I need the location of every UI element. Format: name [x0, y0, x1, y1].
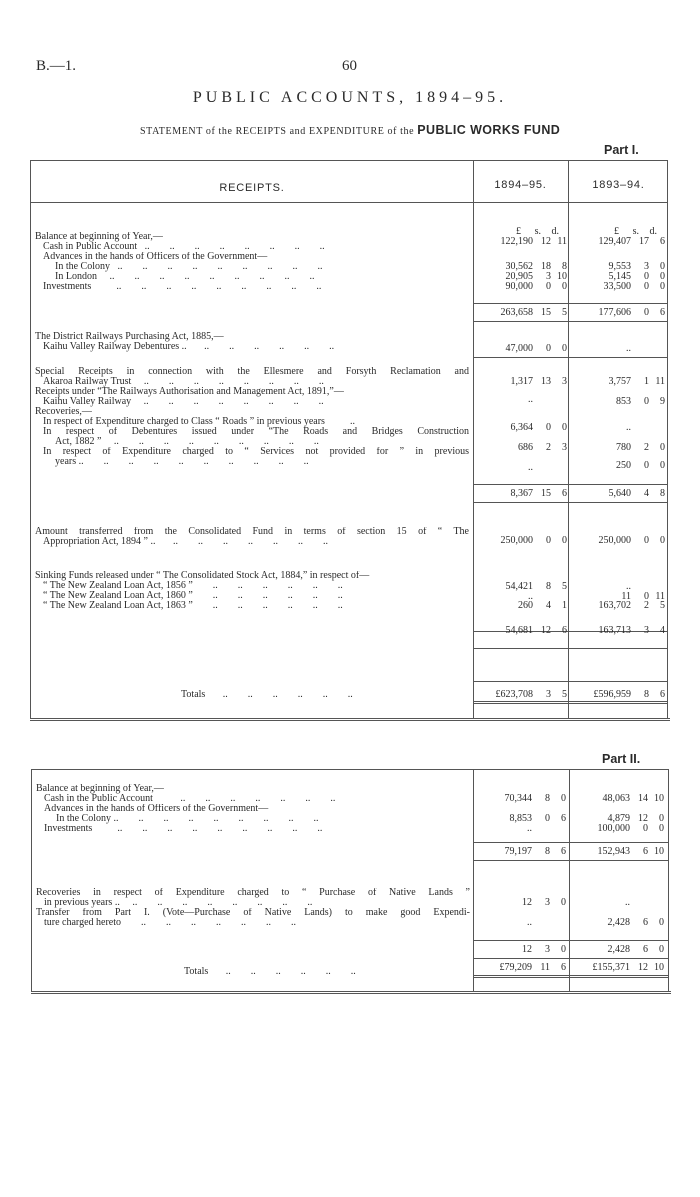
amount-y2: [583, 626, 665, 636]
line-loan-act-1860: “ The New Zealand Loan Act, 1860 ” .. .. .. .. .. ..: [43, 591, 343, 601]
amount-y2: [583, 443, 665, 453]
amount-y1: [485, 626, 567, 636]
amount-pence: 11: [557, 236, 567, 247]
amount-y2: [583, 282, 665, 292]
subtotal-rule: [473, 484, 667, 485]
amount-pence: 0: [562, 422, 567, 433]
amount-pounds: 30,562: [505, 261, 533, 272]
amount-shillings: 0: [644, 396, 649, 407]
amount-y1: [485, 463, 567, 473]
amount-pounds: ..: [626, 581, 631, 592]
amount-shillings: 0: [546, 422, 551, 433]
amount-pence: 8: [562, 261, 567, 272]
amount-pounds: 12: [522, 897, 532, 908]
amount-pounds: 250,000: [598, 535, 631, 546]
amount-pounds: £79,209: [499, 962, 532, 973]
amount-pounds: 20,905: [505, 271, 533, 282]
line-recoveries-debentures: In respect of Debentures issued under “The Roads and Bridges Construction: [43, 427, 469, 437]
units-1893-94: £ s. d.: [614, 226, 657, 237]
amount-pence: 0: [561, 944, 566, 955]
amount-pounds: 250,000: [500, 535, 533, 546]
amount-shillings: 11: [540, 962, 550, 973]
amount-pence: 6: [561, 813, 566, 824]
amount-shillings: 8: [644, 689, 649, 700]
amount-shillings: 18: [541, 261, 551, 272]
amount-shillings: 12: [541, 625, 551, 636]
line-totals: Totals .. .. .. .. .. ..: [184, 967, 356, 977]
amount-y1: [485, 308, 567, 318]
statement-subtitle: [140, 123, 560, 137]
amount-shillings: 6: [643, 944, 648, 955]
part-1-bottom-rule: [30, 718, 670, 721]
amount-shillings: 0: [546, 343, 551, 354]
line-kaihu-debentures: Kaihu Valley Railway Debentures .. .. .. .. .. .. ..: [43, 342, 335, 352]
amount-pounds: 6,364: [510, 422, 533, 433]
amount-y2: [583, 601, 665, 611]
amount-pounds: £596,959: [593, 689, 631, 700]
line-recoveries-services: In respect of Expenditure charged to “ Services not provided for ” in previous: [43, 447, 469, 457]
amount-pounds: 163,702: [598, 600, 631, 611]
amount-shillings: 2: [546, 442, 551, 453]
amount-y2: [583, 237, 665, 247]
amount-shillings: 3: [545, 944, 550, 955]
amount-y2: [582, 824, 664, 834]
totals-double-rule: [473, 701, 667, 704]
amount-shillings: 8: [546, 581, 551, 592]
column-divider: [473, 161, 474, 718]
line-balance: Balance at beginning of Year,—: [36, 784, 164, 794]
amount-shillings: 8: [545, 846, 550, 857]
amount-y1: [485, 282, 567, 292]
amount-pounds: £623,708: [495, 689, 533, 700]
amount-pounds: ..: [626, 343, 631, 354]
amount-pence: 6: [660, 307, 665, 318]
amount-y1: [485, 395, 567, 405]
amount-pounds: 48,063: [602, 793, 630, 804]
amount-y1: [484, 847, 566, 857]
amount-shillings: 3: [545, 897, 550, 908]
amount-y1: [484, 794, 566, 804]
amount-shillings: 6: [643, 846, 648, 857]
amount-shillings: 4: [644, 488, 649, 499]
amount-shillings: 17: [639, 236, 649, 247]
amount-shillings: 0: [546, 535, 551, 546]
amount-pounds: 12: [522, 944, 532, 955]
line-loan-act-1863: “ The New Zealand Loan Act, 1863 ” .. .. .. .. .. ..: [43, 601, 343, 611]
amount-y1: [485, 582, 567, 592]
amount-pounds: 686: [518, 442, 533, 453]
amount-pounds: ..: [625, 897, 630, 908]
amount-pounds: 5,640: [608, 488, 631, 499]
amount-pence: 5: [562, 307, 567, 318]
amount-pence: 10: [654, 846, 664, 857]
amount-pence: 0: [562, 281, 567, 292]
amount-pence: 0: [659, 813, 664, 824]
line-appropriation-act: Appropriation Act, 1894 ” .. .. .. .. .. .. .. ..: [43, 537, 328, 547]
amount-y2: [583, 377, 665, 387]
amount-shillings: 14: [638, 793, 648, 804]
totals-rule: [473, 681, 667, 682]
amount-pounds: 79,197: [504, 846, 532, 857]
amount-shillings: 15: [541, 307, 551, 318]
amount-pounds: 129,407: [598, 236, 631, 247]
amount-shillings: 3: [546, 689, 551, 700]
amount-shillings: 2: [644, 442, 649, 453]
amount-y2: [583, 397, 665, 407]
totals-double-rule: [473, 975, 668, 978]
part-2-bottom-rule: [31, 991, 671, 994]
amount-pence: 10: [654, 793, 664, 804]
amount-pence: 6: [660, 236, 665, 247]
amount-y2: [583, 536, 665, 546]
amount-y2: [582, 847, 664, 857]
amount-pounds: ..: [528, 394, 533, 405]
amount-y1: [485, 601, 567, 611]
amount-y1: [484, 963, 566, 973]
amount-pence: 9: [660, 396, 665, 407]
amount-pounds: ..: [527, 823, 532, 834]
subtotal-rule: [473, 860, 668, 861]
amount-pence: 4: [660, 625, 665, 636]
amount-pounds: 250: [616, 460, 631, 471]
amount-pence: 0: [659, 944, 664, 955]
amount-shillings: 0: [546, 281, 551, 292]
amount-y2: [582, 963, 664, 973]
line-advances: Advances in the hands of Officers of the Government—: [44, 804, 269, 814]
line-transfer-part-1: Transfer from Part I. (Vote—Purchase of Native Lands) to make good Expendi-: [36, 908, 470, 918]
line-sinking-funds: Sinking Funds released under “ The Consolidated Stock Act, 1884,” in respect of—: [35, 571, 370, 581]
line-in-london: In London .. .. .. .. .. .. .. .. ..: [55, 272, 315, 282]
amount-shillings: 3: [644, 625, 649, 636]
subtitle-fund: PUBLIC WORKS FUND: [417, 123, 561, 137]
amount-y2: [582, 918, 664, 928]
amount-pence: 0: [660, 281, 665, 292]
amount-y1: [484, 898, 566, 908]
amount-shillings: 6: [643, 917, 648, 928]
amount-pence: 8: [660, 488, 665, 499]
amount-pence: 6: [561, 846, 566, 857]
amount-pence: 6: [562, 488, 567, 499]
amount-pence: 0: [660, 460, 665, 471]
amount-pence: 6: [561, 962, 566, 973]
amount-shillings: 0: [644, 307, 649, 318]
amount-pence: 0: [660, 535, 665, 546]
amount-shillings: 0: [644, 271, 649, 282]
amount-shillings: 8: [545, 793, 550, 804]
amount-shillings: 12: [541, 236, 551, 247]
column-header-receipts: RECEIPTS.: [219, 182, 285, 194]
amount-y1: [484, 824, 566, 834]
amount-pence: 0: [659, 823, 664, 834]
line-akaroa-trust: Akaroa Railway Trust .. .. .. .. .. .. .. ..: [43, 377, 324, 387]
amount-pence: 0: [659, 917, 664, 928]
subtotal-rule: [473, 842, 668, 843]
line-cash-public-account: Cash in the Public Account .. .. .. .. .. .. ..: [44, 794, 336, 804]
amount-pence: 10: [654, 962, 664, 973]
amount-pence: 5: [660, 600, 665, 611]
line-recoveries-native-lands: Recoveries in respect of Expenditure charged to “ Purchase of Native Lands ”: [36, 888, 470, 898]
amount-y1: [485, 237, 567, 247]
amount-shillings: 3: [644, 261, 649, 272]
amount-pounds: 780: [616, 442, 631, 453]
amount-pounds: 8,367: [510, 488, 533, 499]
header-rule: [31, 202, 667, 203]
amount-pounds: 9,553: [608, 261, 631, 272]
amount-pounds: 163,713: [598, 625, 631, 636]
amount-shillings: 0: [545, 813, 550, 824]
amount-pence: 3: [562, 376, 567, 387]
subtotal-rule: [473, 502, 667, 503]
amount-y1: [485, 536, 567, 546]
amount-pounds: 3,757: [608, 376, 631, 387]
amount-pounds: 2,428: [607, 917, 630, 928]
subtotal-rule: [473, 303, 667, 304]
column-header-1894-95: 1894–95.: [494, 179, 547, 191]
amount-y2: [583, 308, 665, 318]
line-charged-hereto: ture charged hereto .. .. .. .. .. .. ..: [44, 918, 296, 928]
amount-y2: [583, 461, 665, 471]
line-balance: Balance at beginning of Year,—: [35, 232, 163, 242]
amount-pounds: ..: [527, 917, 532, 928]
amount-pounds: 1,317: [510, 376, 533, 387]
amount-pounds: ..: [528, 462, 533, 473]
amount-pounds: 54,421: [505, 581, 533, 592]
amount-pence: 0: [561, 897, 566, 908]
line-loan-act-1856: “ The New Zealand Loan Act, 1856 ” .. .. .. .. .. ..: [43, 581, 343, 591]
line-consolidated-fund: Amount transferred from the Consolidated Fund in terms of section 15 of “ The: [35, 527, 469, 537]
amount-pence: 10: [557, 271, 567, 282]
amount-pounds: 177,606: [598, 307, 631, 318]
amount-y1: [484, 945, 566, 955]
amount-pounds: 4,879: [607, 813, 630, 824]
amount-shillings: 2: [644, 600, 649, 611]
column-header-1893-94: 1893–94.: [592, 179, 645, 191]
amount-y2: [583, 690, 665, 700]
amount-shillings: 15: [541, 488, 551, 499]
subtotal-rule: [473, 648, 667, 649]
amount-pounds: 8,853: [509, 813, 532, 824]
column-divider: [568, 161, 569, 718]
amount-y1: [485, 344, 567, 354]
amount-shillings: 13: [541, 376, 551, 387]
subtotal-rule: [473, 357, 667, 358]
line-special-receipts: Special Receipts in connection with the Ellesmere and Forsyth Reclamation and: [35, 367, 469, 377]
amount-pounds: 853: [616, 396, 631, 407]
amount-shillings: 3: [546, 271, 551, 282]
line-advances: Advances in the hands of Officers of the Government—: [43, 252, 268, 262]
amount-pounds: 2,428: [607, 944, 630, 955]
amount-y1: [485, 377, 567, 387]
part-1-table: [30, 160, 668, 718]
amount-pounds: 263,658: [500, 307, 533, 318]
amount-pence: 1: [562, 600, 567, 611]
amount-pence: 5: [562, 689, 567, 700]
amount-pounds: 54,681: [505, 625, 533, 636]
amount-pence: 11: [655, 376, 665, 387]
amount-pounds: 152,943: [597, 846, 630, 857]
amount-y2: [583, 423, 665, 433]
amount-shillings: 0: [644, 460, 649, 471]
amount-y2: [582, 794, 664, 804]
amount-pence: 3: [562, 442, 567, 453]
amount-pounds: 100,000: [597, 823, 630, 834]
amount-pounds: 5,145: [608, 271, 631, 282]
part-2-label: Part II.: [602, 752, 641, 766]
amount-y1: [485, 690, 567, 700]
line-previous-years: in previous years .. .. .. .. .. .. .. .. ..: [44, 898, 313, 908]
amount-shillings: 0: [644, 535, 649, 546]
amount-y1: [484, 918, 566, 928]
amount-shillings: 12: [638, 962, 648, 973]
amount-shillings: 1: [644, 376, 649, 387]
line-recoveries-roads: In respect of Expenditure charged to Class “ Roads ” in previous years ..: [43, 417, 355, 427]
line-district-railways: The District Railways Purchasing Act, 1885,—: [35, 332, 224, 342]
part-1-label: Part I.: [604, 143, 639, 157]
amount-pounds: 122,190: [500, 236, 533, 247]
line-years: years .. .. .. .. .. .. .. .. .. ..: [55, 457, 309, 467]
line-in-colony: In the Colony .. .. .. .. .. .. .. .. ..: [56, 814, 319, 824]
amount-shillings: 4: [546, 600, 551, 611]
amount-shillings: 0: [644, 591, 649, 602]
amount-pounds: 260: [518, 600, 533, 611]
amount-pounds: 11: [621, 591, 631, 602]
amount-shillings: 12: [638, 813, 648, 824]
amount-pence: 11: [655, 591, 665, 602]
line-act-1882: Act, 1882 ” .. .. .. .. .. .. .. .. ..: [55, 437, 319, 447]
line-investments: Investments .. .. .. .. .. .. .. .. ..: [43, 282, 322, 292]
part-2-table: [31, 769, 669, 991]
document-reference: B.—1.: [36, 58, 77, 74]
amount-y1: [485, 423, 567, 433]
amount-pounds: 47,000: [505, 343, 533, 354]
page-title: PUBLIC ACCOUNTS, 1894–95.: [192, 89, 508, 106]
amount-shillings: 0: [644, 281, 649, 292]
amount-pounds: 70,344: [504, 793, 532, 804]
amount-y1: [485, 443, 567, 453]
line-in-colony: In the Colony .. .. .. .. .. .. .. .. ..: [55, 262, 323, 272]
amount-pence: 0: [660, 261, 665, 272]
units-1894-95: £ s. d.: [516, 226, 559, 237]
amount-pounds: 33,500: [603, 281, 631, 292]
amount-pounds: £155,371: [592, 962, 630, 973]
amount-shillings: 0: [643, 823, 648, 834]
amount-pence: 0: [561, 793, 566, 804]
amount-pence: 0: [562, 535, 567, 546]
amount-pounds: ..: [528, 591, 533, 602]
amount-y1: [484, 814, 566, 824]
amount-y2: [582, 898, 664, 908]
amount-pounds: ..: [626, 422, 631, 433]
amount-y2: [583, 344, 665, 354]
subtotal-rule: [473, 321, 667, 322]
amount-pence: 5: [562, 581, 567, 592]
amount-pence: 0: [562, 343, 567, 354]
line-investments: Investments .. .. .. .. .. .. .. .. ..: [44, 824, 323, 834]
amount-y1: [485, 489, 567, 499]
line-cash-public-account: Cash in Public Account .. .. .. .. .. .. .. ..: [43, 242, 325, 252]
subtitle-prefix: STATEMENT of the RECEIPTS and EXPENDITURE of the: [140, 126, 415, 137]
line-totals: Totals .. .. .. .. .. ..: [181, 690, 353, 700]
amount-y2: [583, 489, 665, 499]
amount-pence: 6: [660, 689, 665, 700]
amount-pence: 6: [562, 625, 567, 636]
subtotal-rule: [473, 940, 668, 941]
amount-pounds: 90,000: [505, 281, 533, 292]
amount-pence: 0: [660, 442, 665, 453]
line-railways-authorisation: Receipts under “The Railways Authorisation and Management Act, 1891,”—: [35, 387, 344, 397]
amount-pence: 0: [660, 271, 665, 282]
line-recoveries: Recoveries,—: [35, 407, 92, 417]
amount-y2: [582, 945, 664, 955]
page-number: 60: [342, 58, 357, 74]
totals-rule: [473, 958, 668, 959]
line-kaihu-railway: Kaihu Valley Railway .. .. .. .. .. .. .. ..: [43, 397, 324, 407]
